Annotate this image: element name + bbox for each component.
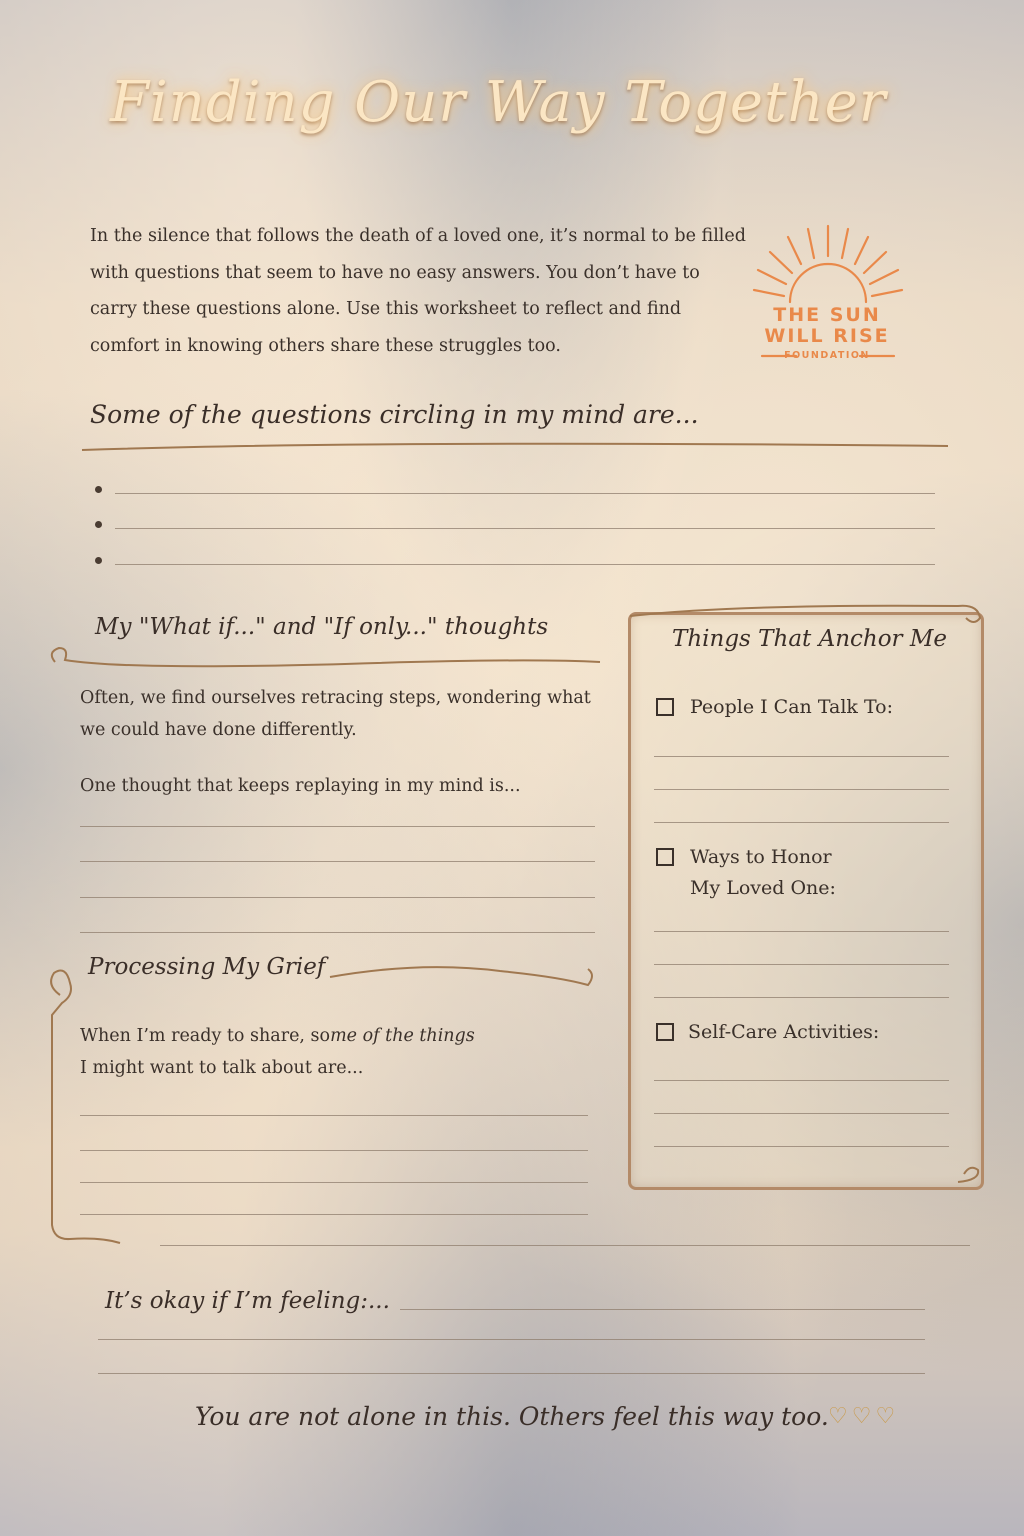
- answer-line[interactable]: [654, 964, 949, 965]
- answer-line[interactable]: [400, 1309, 925, 1310]
- answer-line[interactable]: [80, 897, 595, 898]
- answer-line[interactable]: [80, 1214, 588, 1215]
- answer-line[interactable]: [80, 1115, 588, 1116]
- what-if-flourish: [45, 640, 605, 680]
- answer-line[interactable]: [654, 789, 949, 790]
- answer-line[interactable]: [115, 564, 935, 565]
- what-if-text: Often, we find ourselves retracing steps, wondering what we could have done differently.: [80, 688, 591, 740]
- bullet-1: [95, 486, 102, 493]
- feeling-heading: It’s okay if I’m feeling:...: [105, 1288, 390, 1314]
- page-title: Finding Our Way Together: [110, 70, 887, 135]
- logo-text-line2: WILL RISE: [764, 325, 890, 347]
- questions-heading: Some of the questions circling in my mind are...: [90, 400, 699, 429]
- grief-frame: [40, 955, 600, 1255]
- answer-line[interactable]: [654, 931, 949, 932]
- what-if-heading: My "What if..." and "If only..." thoughts: [95, 614, 549, 640]
- intro-paragraph: In the silence that follows the death of a loved one, it’s normal to be filled with questions that seem to have no easy answers. You don’t have to carry these questions alone. Use this worksheet to reflect and find comfort in knowing others share these struggles too.: [90, 226, 746, 356]
- answer-line[interactable]: [115, 528, 935, 529]
- honor-label-line1: Ways to Honor: [690, 846, 832, 868]
- answer-line[interactable]: [80, 826, 595, 827]
- answer-line[interactable]: [654, 1113, 949, 1114]
- sun-logo-icon: [748, 220, 908, 370]
- answer-line[interactable]: [80, 861, 595, 862]
- answer-line[interactable]: [654, 822, 949, 823]
- answer-line[interactable]: [160, 1245, 970, 1246]
- self-care-label: Self-Care Activities:: [688, 1021, 880, 1043]
- answer-line[interactable]: [654, 1146, 949, 1147]
- answer-line[interactable]: [654, 997, 949, 998]
- grief-text: [80, 1020, 580, 1084]
- logo-text-line1: THE SUN: [773, 304, 881, 326]
- grief-text-italic: me of the things: [330, 1026, 475, 1046]
- logo-text-line3: FOUNDATION: [784, 350, 870, 361]
- answer-line[interactable]: [654, 1080, 949, 1081]
- hearts-icon: ♡♡♡: [828, 1404, 900, 1429]
- anchor-scroll-bottom: [618, 1160, 988, 1200]
- bullet-2: [95, 521, 102, 528]
- answer-line[interactable]: [80, 1150, 588, 1151]
- grief-heading: Processing My Grief: [88, 954, 326, 980]
- grief-text-start: When I’m ready to share, so: [80, 1026, 331, 1046]
- heading-divider: [80, 438, 950, 458]
- grief-text-end: I might want to talk about are...: [80, 1058, 364, 1078]
- answer-line[interactable]: [80, 932, 595, 933]
- talk-to-checkbox[interactable]: [656, 698, 674, 716]
- answer-line[interactable]: [98, 1339, 925, 1340]
- answer-line[interactable]: [80, 1182, 588, 1183]
- anchor-heading: Things That Anchor Me: [672, 626, 948, 652]
- bullet-3: [95, 557, 102, 564]
- what-if-prompt: One thought that keeps replaying in my mind is...: [80, 776, 521, 796]
- talk-to-label: People I Can Talk To:: [690, 696, 894, 718]
- answer-line[interactable]: [115, 493, 935, 494]
- honor-label-line2: My Loved One:: [690, 877, 836, 899]
- answer-line[interactable]: [98, 1373, 925, 1374]
- honor-checkbox[interactable]: [656, 848, 674, 866]
- self-care-checkbox[interactable]: [656, 1023, 674, 1041]
- footer-message: You are not alone in this. Others feel this way too.: [195, 1402, 829, 1431]
- answer-line[interactable]: [654, 756, 949, 757]
